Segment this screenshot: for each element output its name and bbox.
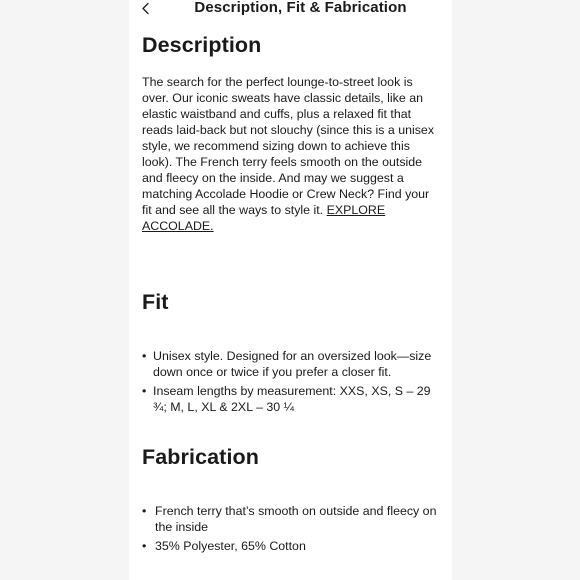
fit-item-text: Inseam lengths by measurement: XXS, XS, S – 29 ¾; M, L, XL & 2XL – 30 ¼: [153, 384, 431, 414]
description-body: The search for the perfect lounge-to-street look is over. Our iconic sweats have classic details, like an elastic waistband and cuffs, plus a relaxed fit that reads laid-back but not slouchy (since this is a unisex style, we recommend sizing down to achieve this look). The French terry feels smooth on the outside and fleecy on the inside. And may we suggest a matching Accolade Hoodie or Crew Neck? Find your fit and see all the ways to style it.: [142, 75, 435, 217]
description-heading: Description: [142, 33, 262, 57]
fit-heading: Fit: [142, 290, 169, 314]
explore-accolade-link[interactable]: EXPLORE ACCOLADE.: [142, 203, 386, 233]
fabrication-heading: Fabrication: [142, 445, 259, 469]
list-item: [142, 538, 442, 554]
bullet: •: [142, 349, 147, 363]
product-details-screen: [129, 0, 452, 580]
fit-list: [142, 348, 442, 418]
list-item: [142, 503, 442, 535]
bullet: •: [142, 504, 147, 518]
fabrication-item-text: 35% Polyester, 65% Cotton: [155, 539, 306, 553]
page-title: Description, Fit & Fabrication: [194, 0, 407, 16]
fabrication-list: [142, 503, 442, 557]
bullet: •: [142, 384, 147, 398]
top-bar: [129, 0, 452, 18]
list-item: [142, 348, 442, 380]
description-text: [142, 74, 440, 234]
fabrication-item-text: French terry that’s smooth on outside and fleecy on the inside: [155, 504, 437, 534]
fit-item-text: Unisex style. Designed for an oversized look—size down once or twice if you prefer a closer fit.: [153, 349, 432, 379]
bullet: •: [142, 539, 147, 553]
list-item: [142, 383, 442, 415]
